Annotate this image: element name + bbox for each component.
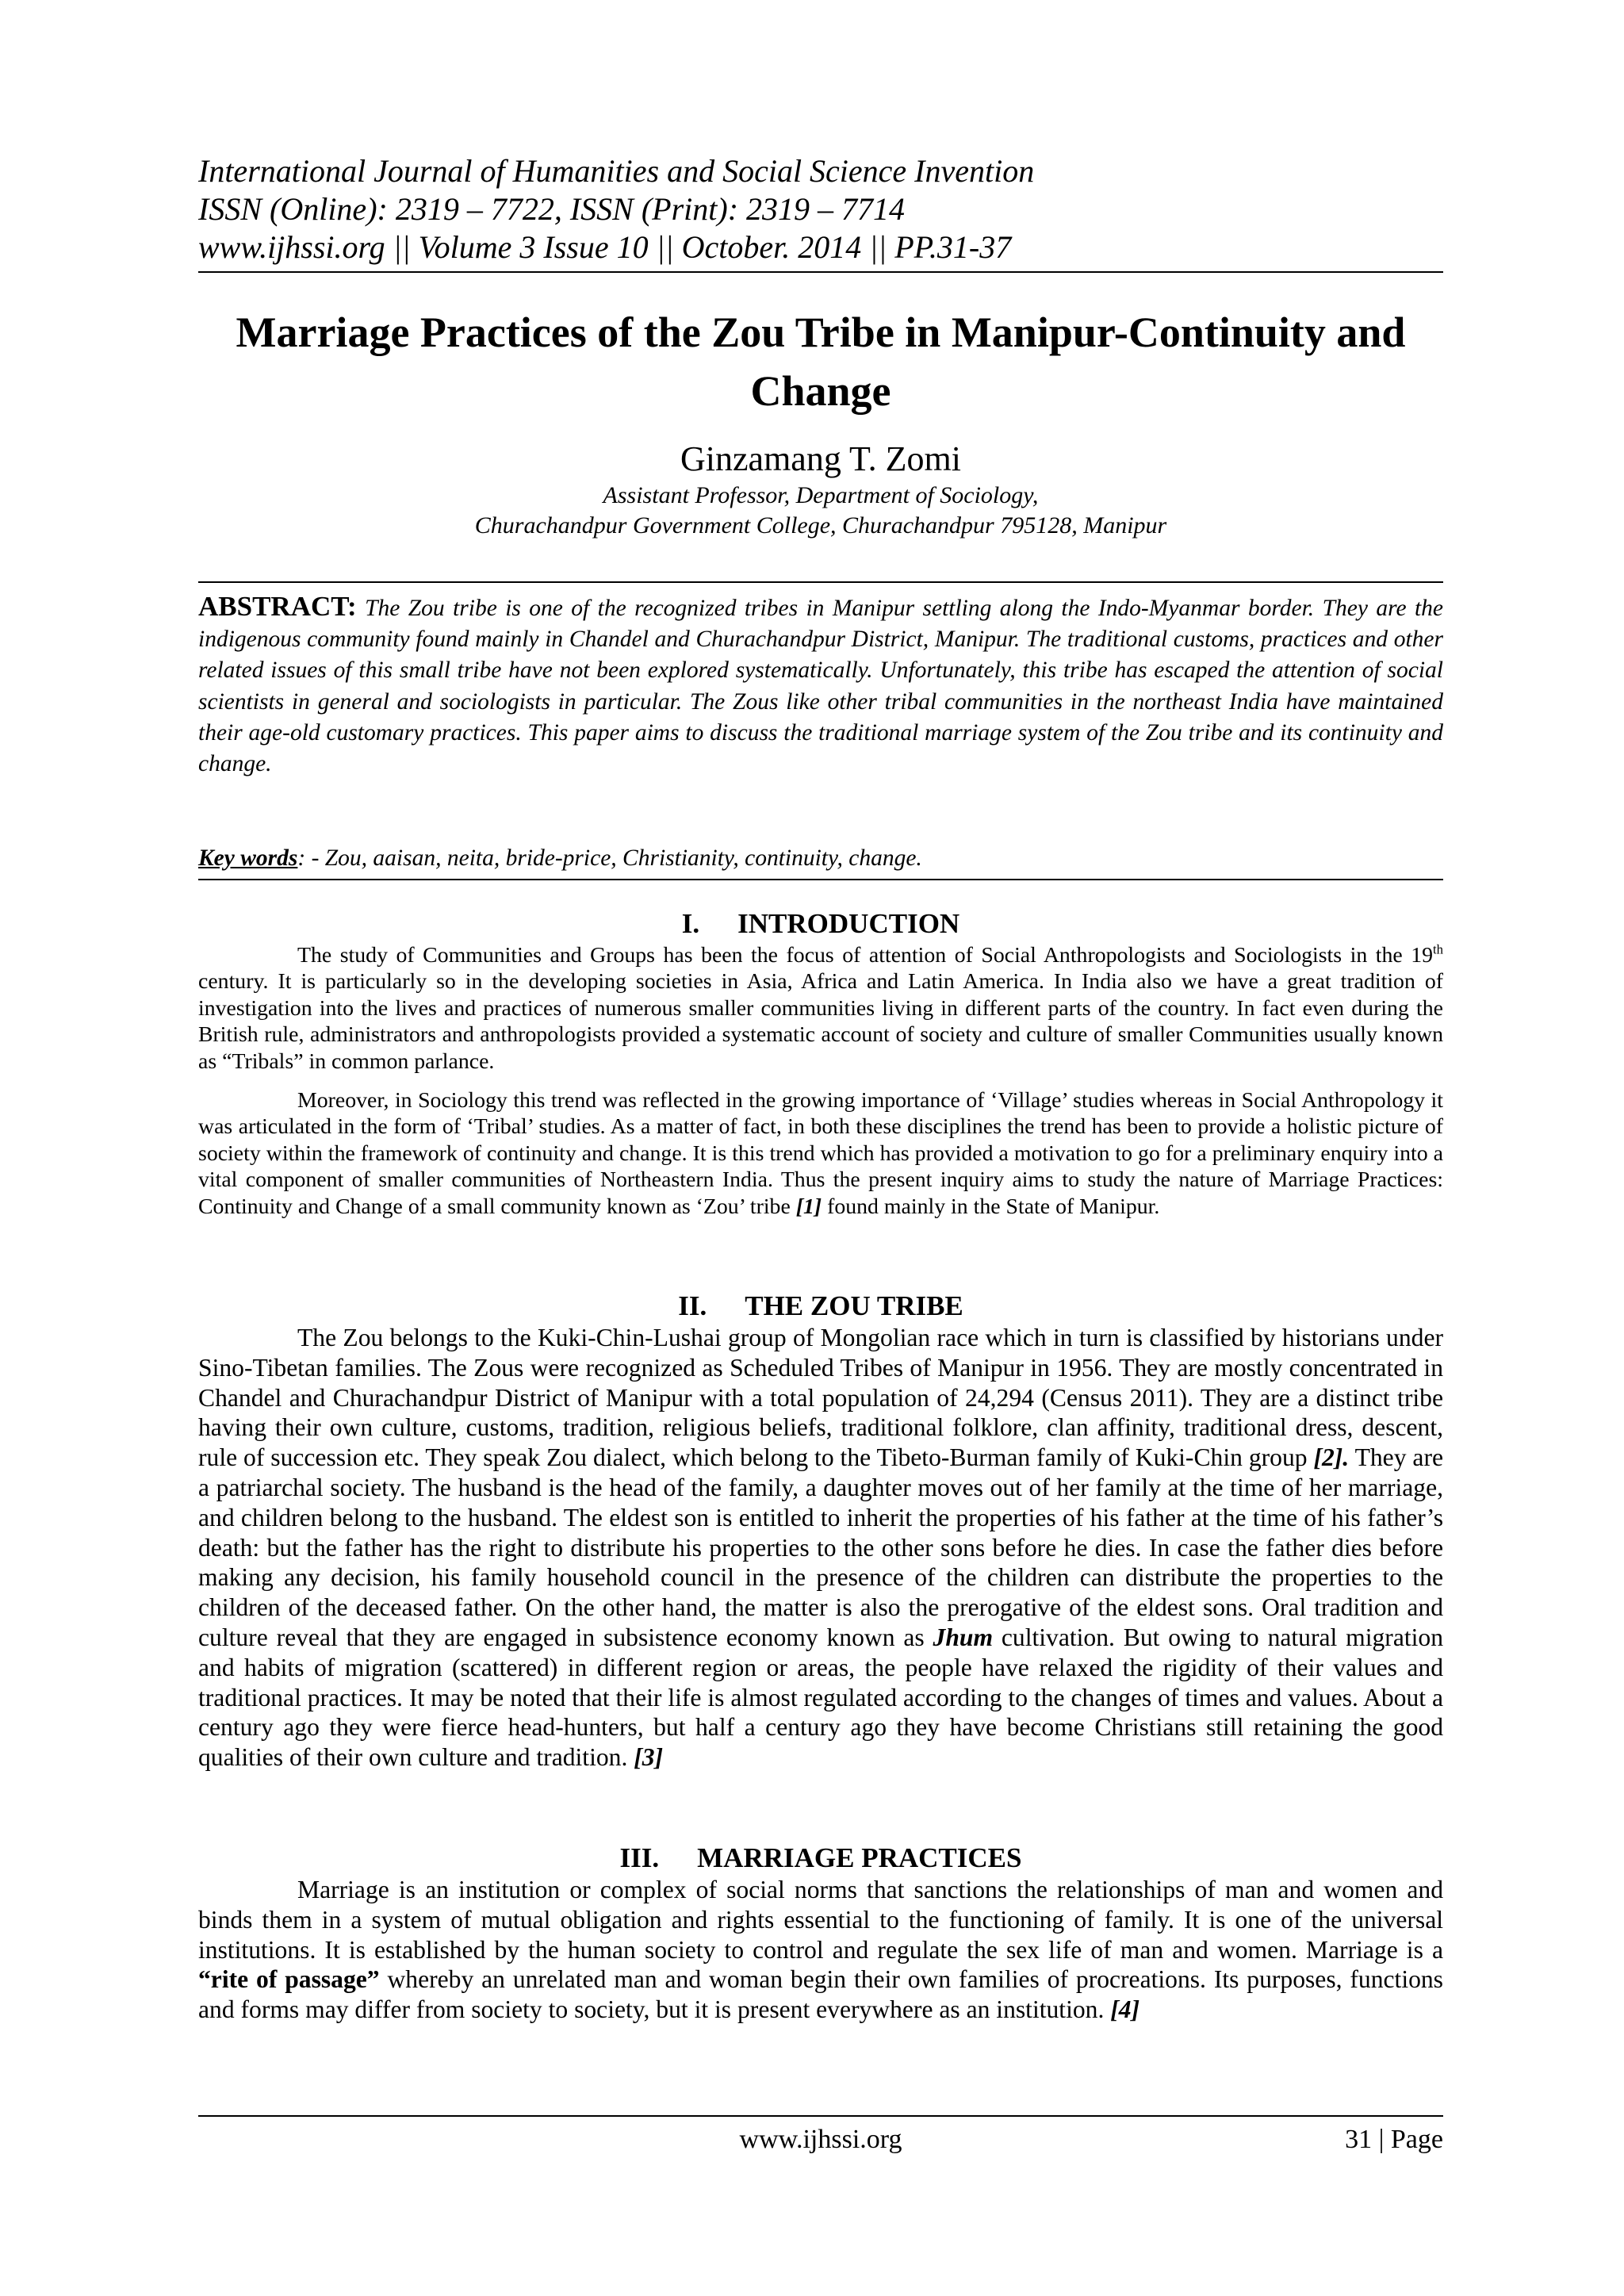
article-title: Marriage Practices of the Zou Tribe in Manipur-Continuity and Change xyxy=(236,309,1406,415)
intro-paragraph-2 xyxy=(198,1087,1443,1220)
text-run: Moreover, in Sociology this trend was reflected in the growing importance of ‘Village’ studies whereas in Social Anthropology it was articulated in the form of ‘Tribal’ studies. As a matter of fact, in both these disciplines the trend has been to provide a holistic picture of society within the framework of continuity and change. It is this trend which has provided a motivation to go for a preliminary enquiry into a vital component of smaller communities of Northeastern India. Thus the present inquiry aims to study the nature of Marriage Practices: Continuity and Change of a small community known as ‘Zou’ tribe xyxy=(198,1088,1443,1219)
term-jhum: Jhum xyxy=(933,1623,994,1651)
text-run: found mainly in the State of Manipur. xyxy=(822,1194,1160,1219)
abstract-top-rule xyxy=(198,581,1443,583)
footer-rule xyxy=(198,2115,1443,2117)
affiliation-line-2: Churachandpur Government College, Churachandpur 795128, Manipur xyxy=(474,512,1167,539)
citation-ref: [4] xyxy=(1110,1995,1140,2024)
marriage-paragraph xyxy=(198,1875,1443,2025)
text-run: The study of Communities and Groups has been the focus of attention of Social Anthropologists and Sociologists in the 19 xyxy=(297,943,1434,968)
section-heading-introduction xyxy=(198,907,1443,941)
keywords-label: Key words xyxy=(198,845,298,871)
section-number: I. xyxy=(681,908,700,939)
text-run: The Zou belongs to the Kuki-Chin-Lushai group of Mongolian race which in turn is classified by historians under Sino-Tibetan families. The Zous were recognized as Scheduled Tribes of Manipur in 1956. They are mostly concentrated in Chandel and Churachandpur District of Manipur with a total population of 24,294 (Census 2011). They are a distinct tribe having their own culture, customs, tradition, religious beliefs, traditional folklore, clan affinity, traditional dress, descent, rule of succession etc. They speak Zou dialect, which belong to the Tibeto-Burman family of Kuki-Chin group xyxy=(198,1324,1443,1472)
footer-website: www.ijhssi.org xyxy=(739,2125,902,2154)
journal-issn: ISSN (Online): 2319 – 7722, ISSN (Print): 2319 – 7714 xyxy=(198,191,906,227)
superscript: th xyxy=(1433,941,1443,957)
text-run: They are a patriarchal society. The husband is the head of the family, a daughter moves out of her family at the time of her marriage, and children belong to the husband. The eldest son is entitled to inherit the properties of his father at the time of his father’s death: but the father has the right to distribute his properties to the other sons before he dies. In case the father dies before making any decision, his family household council in the presence of the children can distribute the properties to the children of the deceased father. On the other hand, the matter is also the prerogative of the eldest sons. Oral tradition and culture reveal that they are engaged in subsistence economy known as xyxy=(198,1443,1443,1651)
zou-tribe-paragraph xyxy=(198,1323,1443,1773)
section-number: II. xyxy=(678,1290,707,1321)
citation-ref: [3] xyxy=(634,1743,664,1772)
keywords xyxy=(198,842,1443,874)
abstract xyxy=(198,591,1443,780)
text-run: Marriage is an institution or complex of social norms that sanctions the relationships of man and women and binds them in a system of mutual obligation and rights essential to the functioning of family. It is one of the universal institutions. It is established by the human society to control and regulate the sex life of man and women. Marriage is a xyxy=(198,1876,1443,1964)
keywords-rule xyxy=(198,879,1443,880)
journal-name: International Journal of Humanities and Social Science Invention xyxy=(198,153,1035,189)
section-title: MARRIAGE PRACTICES xyxy=(697,1842,1022,1873)
abstract-text: The Zou tribe is one of the recognized tribes in Manipur settling along the Indo-Myanmar border. They are the indigenous community found mainly in Chandel and Churachandpur District, Manipur. The traditional customs, practices and other related issues of this small tribe have not been explored systematically. Unfortunately, this tribe has escaped the attention of social scientists in general and sociologists in particular. The Zous like other tribal communities in the northeast India have maintained their age-old customary practices. This paper aims to discuss the traditional marriage system of the Zou tribe and its continuity and change. xyxy=(198,596,1444,777)
section-title: INTRODUCTION xyxy=(737,908,960,939)
author-affiliation xyxy=(198,481,1443,541)
text-run: cultivation. But owing to natural migration and habits of migration (scattered) in different region or areas, the people have relaxed the rigidity of their values and traditional practices. It may be noted that their life is almost regulated according to the changes of times and values. About a century ago they were fierce head-hunters, but half a century ago they have become Christians still retaining the good qualities of their own culture and tradition. xyxy=(198,1623,1443,1772)
intro-paragraph-1 xyxy=(198,942,1443,1075)
section-heading-marriage-practices xyxy=(198,1842,1443,1875)
abstract-label: ABSTRACT: xyxy=(198,591,357,622)
author-name: Ginzamang T. Zomi xyxy=(680,439,961,478)
affiliation-line-1: Assistant Professor, Department of Sociology, xyxy=(603,482,1039,508)
text-run: whereby an unrelated man and woman begin their own families of procreations. Its purposes, functions and forms may differ from society to society, but it is present everywhere as an institution. xyxy=(198,1965,1443,2024)
text-run: century. It is particularly so in the developing societies in Asia, Africa and Latin America. In India also we have a great tradition of investigation into the lives and practices of numerous smaller communities living in different parts of the country. In fact even during the British rule, administrators and anthropologists provided a systematic account of society and culture of smaller Communities usually known as “Tribals” in common parlance. xyxy=(198,969,1443,1074)
header-rule xyxy=(198,271,1443,273)
journal-header xyxy=(198,152,1443,266)
bold-phrase: “rite of passage” xyxy=(198,1965,380,1994)
keywords-text: : - Zou, aaisan, neita, bride-price, Christianity, continuity, change. xyxy=(297,845,922,871)
footer-page-number: 31 | Page xyxy=(1345,2125,1443,2154)
section-title: THE ZOU TRIBE xyxy=(745,1290,963,1321)
citation-ref: [2]. xyxy=(1313,1443,1350,1472)
section-heading-zou-tribe xyxy=(198,1290,1443,1323)
citation-ref: [1] xyxy=(795,1194,822,1219)
journal-volume: www.ijhssi.org || Volume 3 Issue 10 || October. 2014 || PP.31-37 xyxy=(198,229,1012,265)
section-number: III. xyxy=(619,1842,660,1873)
